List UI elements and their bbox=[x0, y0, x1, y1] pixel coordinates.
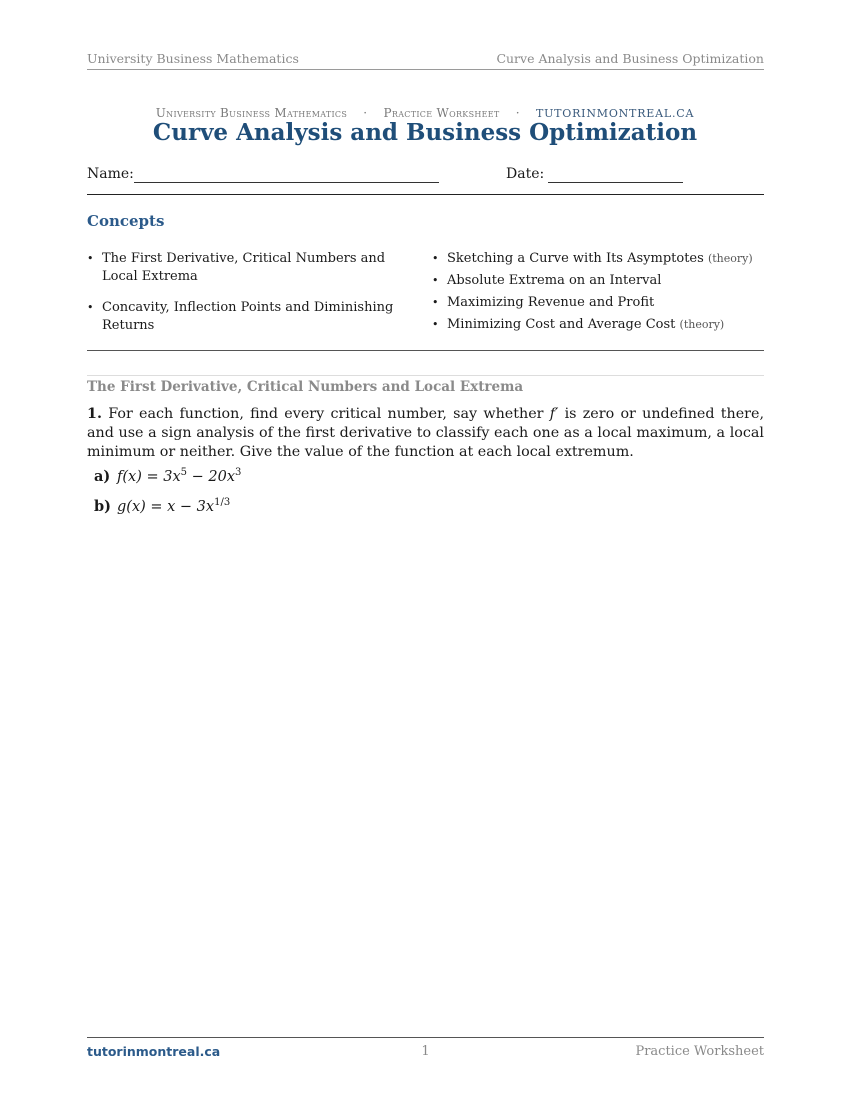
list-item bbox=[432, 316, 764, 334]
page-title: Curve Analysis and Business Optimization bbox=[152, 119, 698, 146]
problem-part-a bbox=[94, 467, 241, 485]
part-exponent: 5 bbox=[180, 467, 188, 478]
concept-text: Sketching a Curve with Its Asymptotes bbox=[447, 251, 704, 266]
concepts-column-right bbox=[432, 250, 764, 338]
part-exponent: 1/3 bbox=[214, 497, 231, 508]
footer-label: Practice Worksheet bbox=[635, 1044, 764, 1059]
page-number: 1 bbox=[421, 1044, 430, 1059]
kicker-site: TUTORINMONTREAL.CA bbox=[535, 107, 695, 120]
running-header-left: University Business Mathematics bbox=[87, 51, 299, 66]
concept-text: The First Derivative, Critical Numbers and Local Extrema bbox=[102, 251, 386, 284]
concept-text: Absolute Extrema on an Interval bbox=[447, 273, 662, 288]
problem-1 bbox=[87, 405, 764, 462]
concept-tag: (theory) bbox=[707, 252, 753, 265]
list-item bbox=[432, 272, 764, 290]
divider bbox=[87, 375, 764, 376]
part-label: b) bbox=[94, 497, 111, 515]
concept-text: Concavity, Inflection Points and Diminishing Returns bbox=[102, 300, 394, 333]
name-date-fields bbox=[87, 166, 764, 195]
kicker-separator: · bbox=[363, 106, 368, 120]
list-item bbox=[87, 250, 407, 285]
concept-text: Maximizing Revenue and Profit bbox=[447, 295, 655, 310]
part-lhs: g(x) = x − 3x bbox=[117, 498, 215, 515]
divider bbox=[87, 350, 764, 351]
list-item bbox=[432, 250, 764, 268]
problem-number: 1. bbox=[87, 406, 102, 422]
part-exponent: 3 bbox=[235, 467, 242, 478]
concept-tag: (theory) bbox=[679, 318, 725, 331]
part-lhs: f(x) = 3x bbox=[117, 468, 181, 485]
date-field[interactable] bbox=[548, 182, 683, 183]
section-title: The First Derivative, Critical Numbers and Local Extrema bbox=[87, 379, 524, 395]
running-header bbox=[87, 51, 764, 70]
part-mid: − 20x bbox=[187, 468, 236, 485]
running-header-right: Curve Analysis and Business Optimization bbox=[496, 51, 764, 66]
part-label: a) bbox=[94, 467, 111, 485]
problem-symbol: f′ bbox=[549, 406, 559, 422]
list-item bbox=[432, 294, 764, 312]
name-field[interactable] bbox=[134, 182, 439, 183]
footer-site: tutorinmontreal.ca bbox=[87, 1044, 221, 1059]
list-item bbox=[87, 299, 407, 334]
concepts-column-left bbox=[87, 250, 407, 348]
name-label: Name: bbox=[87, 166, 134, 182]
page-footer bbox=[87, 1037, 764, 1060]
kicker-separator: · bbox=[515, 106, 520, 120]
kicker-type: Practice Worksheet bbox=[383, 106, 500, 120]
concepts-heading: Concepts bbox=[87, 212, 165, 230]
worksheet-kicker bbox=[0, 106, 850, 120]
problem-text-after: is zero or undefined there, and use a sign analysis of the first derivative to classify each one as a local maximum, a local minimum or neither. Give the value of the function at each local extremum. bbox=[87, 406, 765, 460]
date-label: Date: bbox=[506, 166, 545, 182]
problem-part-b bbox=[94, 497, 230, 515]
kicker-course: University Business Mathematics bbox=[155, 106, 348, 120]
concept-text: Minimizing Cost and Average Cost bbox=[447, 317, 676, 332]
problem-text-before: For each function, find every critical number, say whether bbox=[108, 406, 544, 422]
